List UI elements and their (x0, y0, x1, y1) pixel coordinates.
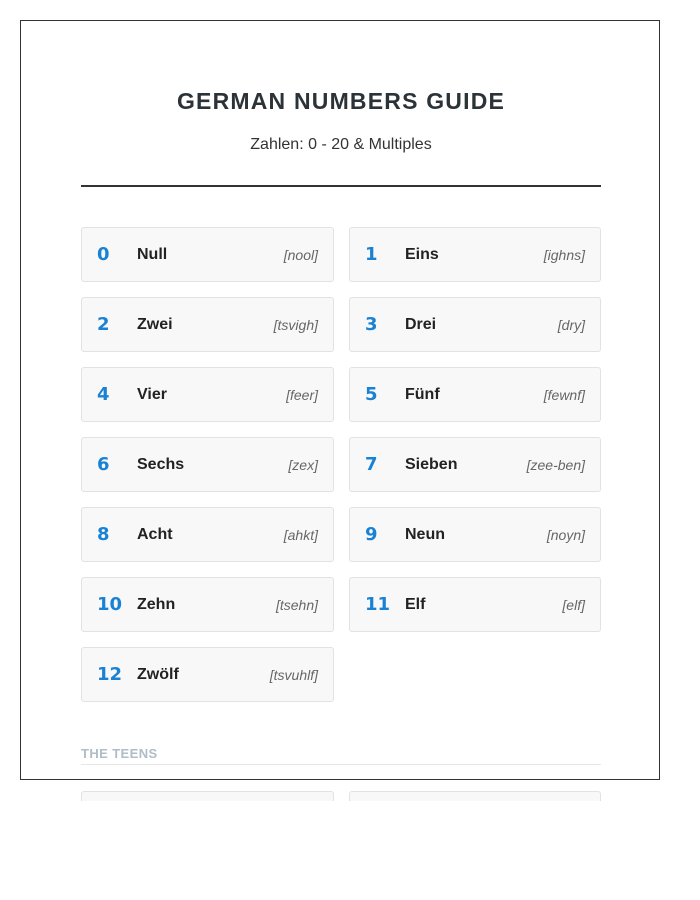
number-pronunciation: [ahkt] (283, 526, 318, 543)
number-digit: 1 (365, 244, 378, 265)
overflow-cards-row (81, 791, 601, 801)
number-word: Acht (137, 525, 173, 543)
number-pronunciation: [dry] (557, 316, 585, 333)
number-word: Drei (405, 315, 437, 333)
number-digit: 10 (97, 594, 123, 615)
guide-content (81, 21, 601, 765)
number-word: Fünf (405, 385, 440, 403)
number-digit: 4 (97, 384, 110, 405)
number-card-11 (349, 577, 601, 632)
number-card-4 (81, 367, 334, 422)
title-divider (81, 185, 601, 187)
page-subtitle: Zahlen: 0 - 20 & Multiples (250, 136, 432, 153)
number-pronunciation: [zee-ben] (526, 456, 585, 473)
number-digit: 7 (365, 454, 378, 475)
number-card-0 (81, 227, 334, 282)
number-card-partial (81, 791, 334, 801)
number-card-5 (349, 367, 601, 422)
number-digit: 6 (97, 454, 110, 475)
number-word: Null (137, 245, 168, 263)
number-card-12 (81, 647, 334, 702)
number-word: Sechs (137, 455, 185, 473)
numbers-grid (81, 227, 601, 702)
number-digit: 5 (365, 384, 378, 405)
number-word: Zwei (137, 315, 173, 333)
number-pronunciation: [fewnf] (543, 386, 585, 403)
number-digit: 12 (97, 664, 123, 685)
number-card-3 (349, 297, 601, 352)
page-title: GERMAN NUMBERS GUIDE (176, 88, 506, 114)
number-card-2 (81, 297, 334, 352)
number-card-partial (349, 791, 601, 801)
number-word: Sieben (405, 455, 458, 473)
number-word: Neun (405, 525, 445, 543)
number-pronunciation: [ighns] (543, 246, 585, 263)
number-word: Eins (405, 245, 439, 263)
number-pronunciation: [elf] (562, 596, 585, 613)
number-card-1 (349, 227, 601, 282)
number-card-8 (81, 507, 334, 562)
number-word: Vier (137, 385, 167, 403)
number-digit: 3 (365, 314, 378, 335)
number-pronunciation: [feer] (286, 386, 318, 403)
number-pronunciation: [tsvuhlf] (269, 666, 318, 683)
number-card-10 (81, 577, 334, 632)
number-digit: 0 (97, 244, 110, 265)
section-heading-teens: THE TEENS (81, 746, 601, 765)
number-digit: 8 (97, 524, 110, 545)
number-card-6 (81, 437, 334, 492)
number-digit: 11 (365, 594, 391, 615)
number-card-7 (349, 437, 601, 492)
number-digit: 9 (365, 524, 378, 545)
number-pronunciation: [zex] (288, 456, 318, 473)
number-pronunciation: [tsehn] (275, 596, 318, 613)
number-word: Zwölf (137, 665, 179, 683)
number-digit: 2 (97, 314, 110, 335)
number-word: Elf (405, 595, 426, 613)
number-pronunciation: [nool] (283, 246, 318, 263)
number-pronunciation: [tsvigh] (273, 316, 318, 333)
number-card-9 (349, 507, 601, 562)
page-frame (20, 20, 660, 780)
number-pronunciation: [noyn] (546, 526, 585, 543)
number-word: Zehn (137, 595, 176, 613)
